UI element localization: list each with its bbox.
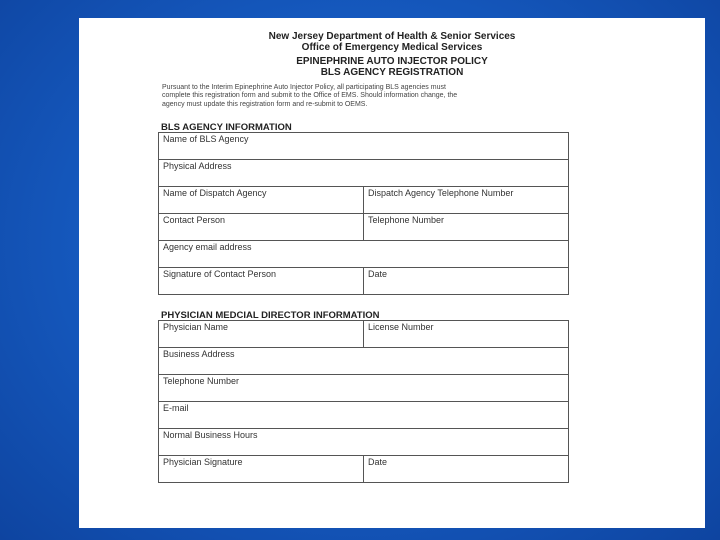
table-row: [159, 160, 568, 187]
table-row: [159, 268, 568, 295]
physician-name-field[interactable]: Physician Name: [159, 321, 364, 347]
business-address-field[interactable]: Business Address: [163, 349, 235, 359]
header-registration-title: BLS AGENCY REGISTRATION: [320, 67, 464, 78]
table-row: [159, 402, 568, 429]
physician-director-table: [158, 320, 569, 483]
header-policy-title: EPINEPHRINE AUTO INJECTOR POLICY: [296, 56, 488, 67]
contact-person-field[interactable]: Contact Person: [159, 214, 364, 240]
table-row: [159, 321, 568, 348]
dispatch-agency-phone-field[interactable]: Dispatch Agency Telephone Number: [368, 188, 514, 198]
table-row: [159, 133, 568, 160]
table-row: [159, 187, 568, 214]
contact-signature-field[interactable]: Signature of Contact Person: [159, 268, 364, 294]
bls-agency-table: [158, 132, 569, 295]
contact-date-field[interactable]: Date: [368, 269, 388, 279]
bls-section-title: BLS AGENCY INFORMATION: [161, 122, 292, 133]
dispatch-agency-name-field[interactable]: Name of Dispatch Agency: [159, 187, 364, 213]
contact-phone-field[interactable]: Telephone Number: [368, 215, 445, 225]
header-department: New Jersey Department of Health & Senior Services: [268, 31, 516, 42]
intro-line: agency must update this registration form and re-submit to OEMS.: [162, 100, 368, 108]
table-row: [159, 241, 568, 268]
physical-address-field[interactable]: Physical Address: [163, 161, 232, 171]
intro-paragraph: [162, 84, 562, 109]
table-row: [159, 348, 568, 375]
physician-phone-field[interactable]: Telephone Number: [163, 376, 240, 386]
header-office: Office of Emergency Medical Services: [301, 42, 483, 53]
intro-line: complete this registration form and submit to the Office of EMS. Should information change, the: [162, 92, 458, 100]
license-number-field[interactable]: License Number: [368, 322, 434, 332]
physician-signature-field[interactable]: Physician Signature: [159, 456, 364, 482]
table-row: [159, 456, 568, 483]
intro-line: Pursuant to the Interim Epinephrine Auto Injector Policy, all participating BLS agencies must: [162, 84, 446, 91]
physician-email-field[interactable]: E-mail: [163, 403, 189, 413]
table-row: [159, 429, 568, 456]
bls-agency-name-field[interactable]: Name of BLS Agency: [163, 134, 249, 144]
physician-date-field[interactable]: Date: [368, 457, 388, 467]
table-row: [159, 375, 568, 402]
table-row: [159, 214, 568, 241]
registration-form-page: [79, 18, 705, 528]
business-hours-field[interactable]: Normal Business Hours: [163, 430, 258, 440]
physician-section-title: PHYSICIAN MEDCIAL DIRECTOR INFORMATION: [161, 310, 380, 321]
agency-email-field[interactable]: Agency email address: [163, 242, 252, 252]
